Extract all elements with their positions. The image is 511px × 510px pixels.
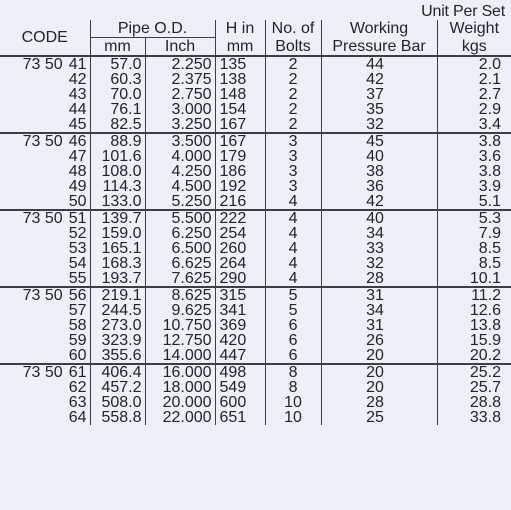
header-bolts-bottom: Bolts [265, 38, 321, 57]
code-number: 64 [68, 410, 87, 425]
cell-working-pressure: 36 [321, 179, 437, 194]
code-number: 41 [68, 56, 87, 72]
cell-working-pressure: 28 [321, 271, 437, 287]
table-row [0, 72, 511, 87]
cell-working-pressure: 42 [321, 194, 437, 210]
table-row [0, 87, 511, 102]
cell-h: 135 [215, 56, 265, 72]
cell-weight: 5.3 [437, 210, 511, 226]
table-row [0, 318, 511, 333]
cell-weight: 3.4 [437, 117, 511, 133]
cell-h: 420 [215, 333, 265, 348]
code-number: 62 [68, 380, 87, 395]
cell-bolts: 4 [265, 256, 321, 271]
cell-weight: 3.8 [437, 133, 511, 149]
cell-weight: 15.9 [437, 333, 511, 348]
flange-spec-table [0, 20, 511, 425]
cell-weight: 10.1 [437, 271, 511, 287]
cell-inch: 18.000 [145, 380, 215, 395]
cell-inch: 2.250 [145, 56, 215, 72]
cell-mm: 168.3 [90, 256, 145, 271]
code-prefix: 73 50 [22, 133, 63, 149]
cell-inch: 5.250 [145, 194, 215, 210]
cell-inch: 4.000 [145, 149, 215, 164]
table-row [0, 395, 511, 410]
table-row [0, 194, 511, 210]
table-row [0, 333, 511, 348]
cell-inch: 14.000 [145, 348, 215, 364]
cell-mm: 88.9 [90, 133, 145, 149]
cell-working-pressure: 25 [321, 410, 437, 425]
code-number: 54 [68, 256, 87, 271]
cell-bolts: 3 [265, 133, 321, 149]
cell-mm: 273.0 [90, 318, 145, 333]
cell-h: 154 [215, 102, 265, 117]
table-row [0, 164, 511, 179]
cell-bolts: 4 [265, 271, 321, 287]
cell-weight: 2.7 [437, 87, 511, 102]
cell-working-pressure: 32 [321, 256, 437, 271]
cell-h: 315 [215, 287, 265, 303]
cell-weight: 7.9 [437, 226, 511, 241]
cell-bolts: 5 [265, 303, 321, 318]
cell-inch: 9.625 [145, 303, 215, 318]
cell-code [0, 87, 90, 102]
header-inch: Inch [145, 38, 215, 57]
cell-inch: 3.000 [145, 102, 215, 117]
cell-mm: 323.9 [90, 333, 145, 348]
cell-inch: 3.250 [145, 117, 215, 133]
cell-h: 651 [215, 410, 265, 425]
table-row [0, 287, 511, 303]
cell-code [0, 164, 90, 179]
code-number: 47 [68, 149, 87, 164]
cell-inch: 5.500 [145, 210, 215, 226]
code-number: 63 [68, 395, 87, 410]
cell-working-pressure: 20 [321, 364, 437, 380]
cell-inch: 7.625 [145, 271, 215, 287]
table-row [0, 271, 511, 287]
cell-code [0, 380, 90, 395]
cell-bolts: 8 [265, 380, 321, 395]
cell-mm: 406.4 [90, 364, 145, 380]
cell-code [0, 149, 90, 164]
cell-bolts: 4 [265, 194, 321, 210]
cell-code [0, 348, 90, 364]
cell-bolts: 4 [265, 241, 321, 256]
cell-code [0, 364, 90, 380]
cell-working-pressure: 38 [321, 164, 437, 179]
cell-bolts: 2 [265, 87, 321, 102]
cell-bolts: 4 [265, 226, 321, 241]
cell-bolts: 3 [265, 149, 321, 164]
cell-bolts: 8 [265, 364, 321, 380]
table-row [0, 348, 511, 364]
cell-weight: 20.2 [437, 348, 511, 364]
header-h-bottom: mm [215, 38, 265, 57]
cell-bolts: 6 [265, 318, 321, 333]
cell-inch: 8.625 [145, 287, 215, 303]
cell-code [0, 179, 90, 194]
cell-h: 369 [215, 318, 265, 333]
cell-weight: 12.6 [437, 303, 511, 318]
cell-weight: 28.8 [437, 395, 511, 410]
table-row [0, 380, 511, 395]
cell-inch: 10.750 [145, 318, 215, 333]
cell-bolts: 6 [265, 348, 321, 364]
cell-weight: 25.7 [437, 380, 511, 395]
code-prefix: 73 50 [22, 364, 63, 380]
cell-h: 600 [215, 395, 265, 410]
code-number: 43 [68, 87, 87, 102]
cell-inch: 2.750 [145, 87, 215, 102]
cell-code [0, 410, 90, 425]
cell-working-pressure: 31 [321, 318, 437, 333]
cell-code [0, 194, 90, 210]
cell-h: 222 [215, 210, 265, 226]
cell-mm: 508.0 [90, 395, 145, 410]
cell-working-pressure: 28 [321, 395, 437, 410]
cell-bolts: 2 [265, 102, 321, 117]
table-row [0, 149, 511, 164]
cell-code [0, 318, 90, 333]
header-wt-top: Weight [437, 20, 511, 38]
cell-mm: 70.0 [90, 87, 145, 102]
cell-working-pressure: 20 [321, 348, 437, 364]
cell-code [0, 72, 90, 87]
cell-mm: 355.6 [90, 348, 145, 364]
cell-mm: 133.0 [90, 194, 145, 210]
cell-bolts: 2 [265, 72, 321, 87]
table-row [0, 56, 511, 72]
header-wp-bottom: Pressure Bar [321, 38, 437, 57]
cell-code [0, 395, 90, 410]
cell-code [0, 226, 90, 241]
cell-bolts: 4 [265, 210, 321, 226]
cell-weight: 8.5 [437, 241, 511, 256]
cell-weight: 3.9 [437, 179, 511, 194]
cell-h: 498 [215, 364, 265, 380]
cell-h: 167 [215, 133, 265, 149]
unit-caption: Unit Per Set [421, 3, 505, 20]
cell-working-pressure: 45 [321, 133, 437, 149]
cell-mm: 76.1 [90, 102, 145, 117]
cell-working-pressure: 26 [321, 333, 437, 348]
cell-code [0, 287, 90, 303]
cell-weight: 3.8 [437, 164, 511, 179]
cell-h: 549 [215, 380, 265, 395]
cell-mm: 82.5 [90, 117, 145, 133]
code-number: 48 [68, 164, 87, 179]
cell-inch: 12.750 [145, 333, 215, 348]
cell-bolts: 2 [265, 117, 321, 133]
cell-weight: 8.5 [437, 256, 511, 271]
cell-inch: 22.000 [145, 410, 215, 425]
header-h-top: H in [215, 20, 265, 38]
code-number: 58 [68, 318, 87, 333]
cell-working-pressure: 20 [321, 380, 437, 395]
code-prefix: 73 50 [22, 56, 63, 72]
header-wt-bottom: kgs [437, 38, 511, 57]
table-row [0, 226, 511, 241]
header-bolts-top: No. of [265, 20, 321, 38]
code-number: 53 [68, 241, 87, 256]
cell-working-pressure: 35 [321, 102, 437, 117]
table-body [0, 56, 511, 425]
cell-weight: 25.2 [437, 364, 511, 380]
header-wp-top: Working [321, 20, 437, 38]
table-row [0, 117, 511, 133]
cell-h: 192 [215, 179, 265, 194]
cell-mm: 193.7 [90, 271, 145, 287]
cell-bolts: 10 [265, 410, 321, 425]
cell-inch: 6.625 [145, 256, 215, 271]
cell-mm: 244.5 [90, 303, 145, 318]
cell-h: 264 [215, 256, 265, 271]
cell-mm: 159.0 [90, 226, 145, 241]
cell-h: 138 [215, 72, 265, 87]
table-row [0, 102, 511, 117]
code-number: 61 [68, 364, 87, 380]
cell-mm: 108.0 [90, 164, 145, 179]
code-number: 59 [68, 333, 87, 348]
code-number: 46 [68, 133, 87, 149]
cell-weight: 2.1 [437, 72, 511, 87]
cell-inch: 4.250 [145, 164, 215, 179]
cell-code [0, 333, 90, 348]
cell-code [0, 271, 90, 287]
cell-bolts: 3 [265, 164, 321, 179]
cell-code [0, 117, 90, 133]
cell-inch: 6.250 [145, 226, 215, 241]
table-row [0, 410, 511, 425]
table-row [0, 303, 511, 318]
cell-working-pressure: 32 [321, 117, 437, 133]
table-row [0, 179, 511, 194]
cell-h: 341 [215, 303, 265, 318]
table-row [0, 210, 511, 226]
cell-code [0, 303, 90, 318]
cell-weight: 33.8 [437, 410, 511, 425]
cell-weight: 3.6 [437, 149, 511, 164]
cell-code [0, 133, 90, 149]
cell-h: 254 [215, 226, 265, 241]
cell-mm: 558.8 [90, 410, 145, 425]
cell-weight: 2.0 [437, 56, 511, 72]
code-number: 42 [68, 72, 87, 87]
cell-working-pressure: 34 [321, 303, 437, 318]
cell-mm: 457.2 [90, 380, 145, 395]
cell-h: 216 [215, 194, 265, 210]
table-row [0, 364, 511, 380]
cell-h: 186 [215, 164, 265, 179]
cell-weight: 5.1 [437, 194, 511, 210]
cell-code [0, 210, 90, 226]
cell-working-pressure: 44 [321, 56, 437, 72]
cell-h: 167 [215, 117, 265, 133]
table-row [0, 256, 511, 271]
cell-working-pressure: 33 [321, 241, 437, 256]
cell-inch: 6.500 [145, 241, 215, 256]
header-mm: mm [90, 38, 145, 57]
cell-h: 179 [215, 149, 265, 164]
cell-mm: 139.7 [90, 210, 145, 226]
cell-inch: 20.000 [145, 395, 215, 410]
header-pipe-od: Pipe O.D. [90, 20, 215, 38]
cell-working-pressure: 40 [321, 210, 437, 226]
cell-mm: 101.6 [90, 149, 145, 164]
code-prefix: 73 50 [22, 287, 63, 303]
cell-working-pressure: 34 [321, 226, 437, 241]
code-number: 51 [68, 210, 87, 226]
cell-weight: 13.8 [437, 318, 511, 333]
cell-bolts: 2 [265, 56, 321, 72]
code-number: 57 [68, 303, 87, 318]
code-number: 49 [68, 179, 87, 194]
cell-bolts: 10 [265, 395, 321, 410]
cell-working-pressure: 37 [321, 87, 437, 102]
cell-working-pressure: 42 [321, 72, 437, 87]
code-number: 56 [68, 287, 87, 303]
table-row [0, 241, 511, 256]
cell-mm: 219.1 [90, 287, 145, 303]
cell-mm: 60.3 [90, 72, 145, 87]
code-number: 50 [68, 194, 87, 210]
cell-h: 148 [215, 87, 265, 102]
table-row [0, 133, 511, 149]
cell-h: 447 [215, 348, 265, 364]
code-number: 45 [68, 117, 87, 133]
code-prefix: 73 50 [22, 210, 63, 226]
cell-working-pressure: 40 [321, 149, 437, 164]
cell-bolts: 6 [265, 333, 321, 348]
cell-weight: 11.2 [437, 287, 511, 303]
cell-inch: 4.500 [145, 179, 215, 194]
cell-weight: 2.9 [437, 102, 511, 117]
cell-inch: 2.375 [145, 72, 215, 87]
cell-bolts: 5 [265, 287, 321, 303]
cell-working-pressure: 31 [321, 287, 437, 303]
cell-mm: 57.0 [90, 56, 145, 72]
cell-code [0, 102, 90, 117]
cell-h: 290 [215, 271, 265, 287]
cell-code [0, 256, 90, 271]
header-code: CODE [21, 29, 68, 46]
cell-code [0, 56, 90, 72]
code-number: 52 [68, 226, 87, 241]
cell-mm: 165.1 [90, 241, 145, 256]
code-number: 60 [68, 348, 87, 364]
cell-inch: 16.000 [145, 364, 215, 380]
cell-h: 260 [215, 241, 265, 256]
code-number: 44 [68, 102, 87, 117]
cell-mm: 114.3 [90, 179, 145, 194]
cell-inch: 3.500 [145, 133, 215, 149]
cell-code [0, 241, 90, 256]
code-number: 55 [68, 271, 87, 287]
cell-bolts: 3 [265, 179, 321, 194]
